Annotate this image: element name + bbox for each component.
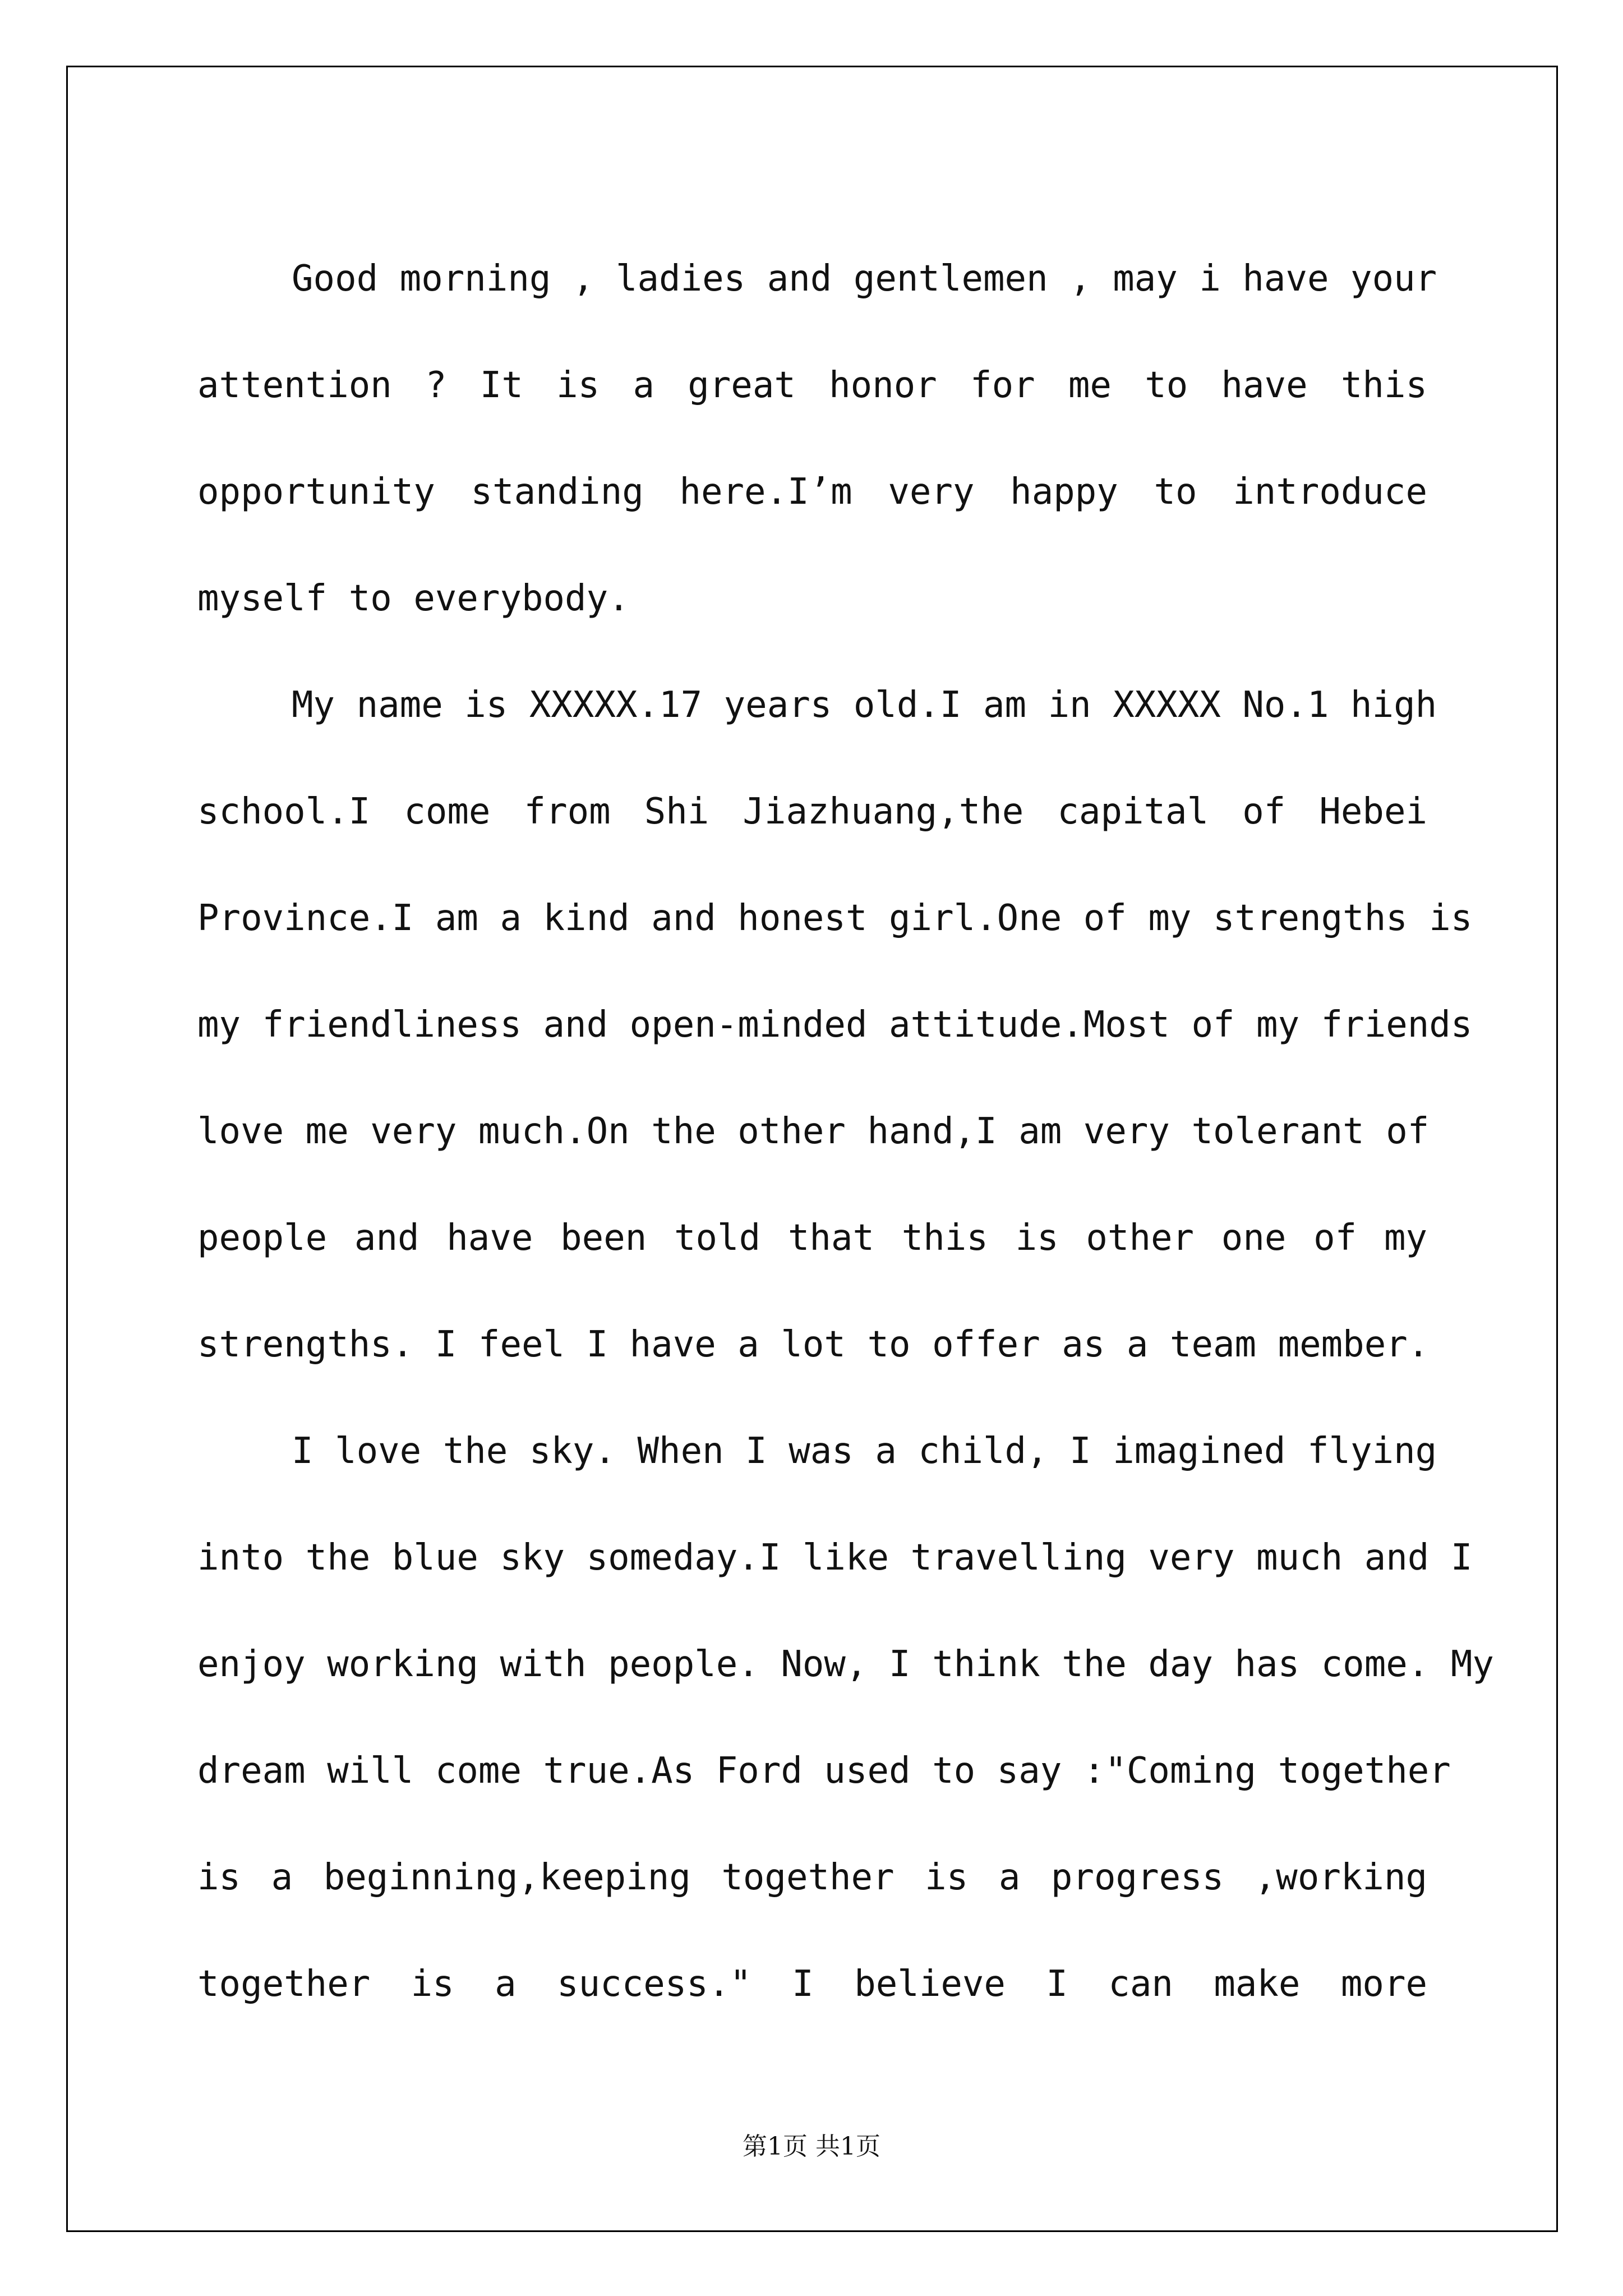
text-line: opportunity standing here.I’m very happy to introduce bbox=[197, 471, 1427, 513]
text-line: dream will come true.As Ford used to say :"Coming together bbox=[197, 1750, 1451, 1792]
text-line: attention ? It is a great honor for me to have this bbox=[197, 365, 1427, 406]
text-line: into the blue sky someday.I like travelling very much and I bbox=[197, 1537, 1473, 1579]
text-line: people and have been told that this is other one of my bbox=[197, 1217, 1427, 1259]
text-line: love me very much.On the other hand,I am very tolerant of bbox=[197, 1111, 1430, 1152]
text-line: school.I come from Shi Jiazhuang,the capital of Hebei bbox=[197, 791, 1427, 832]
text-line: Province.I am a kind and honest girl.One of my strengths is bbox=[197, 898, 1473, 939]
page-number-footer: 第1页 共1页 bbox=[743, 2132, 880, 2161]
text-line: is a beginning,keeping together is a progress ,working bbox=[197, 1857, 1427, 1898]
text-line: together is a success." I believe I can make more bbox=[197, 1963, 1427, 2005]
document-body bbox=[197, 226, 1494, 2037]
text-line: my friendliness and open-minded attitude.Most of my friends bbox=[197, 1004, 1473, 1046]
text-line: My name is XXXXX.17 years old.I am in XXXXX No.1 high bbox=[292, 684, 1437, 726]
text-line: Good morning , ladies and gentlemen , may i have your bbox=[292, 258, 1437, 300]
text-line: myself to everybody. bbox=[197, 578, 630, 619]
text-line: strengths. I feel I have a lot to offer as a team member. bbox=[197, 1324, 1430, 1365]
text-line: I love the sky. When I was a child, I imagined flying bbox=[292, 1430, 1437, 1472]
text-line: enjoy working with people. Now, I think the day has come. My bbox=[197, 1644, 1494, 1685]
